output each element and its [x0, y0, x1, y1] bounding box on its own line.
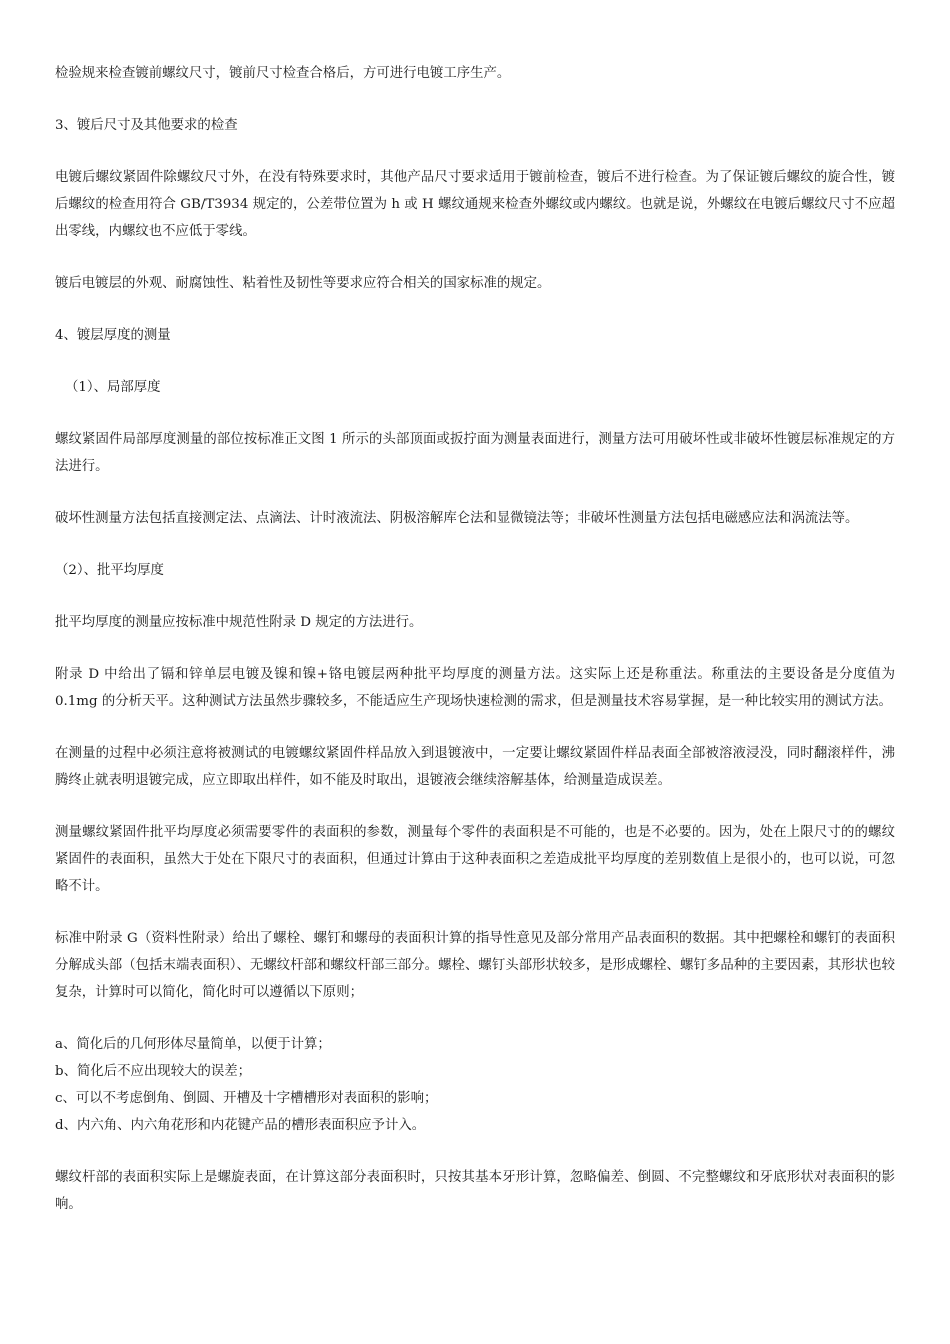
- paragraph-appendix-d-reference: 批平均厚度的测量应按标准中规范性附录 D 规定的方法进行。: [55, 615, 423, 630]
- paragraph-destructive-methods: 破坏性测量方法包括直接测定法、点滴法、计时液流法、阴极溶解库仑法和显微镜法等；非破坏性测量方法包括电磁感应法和涡流法等。: [55, 511, 859, 526]
- heading-post-plating-check: 3、镀后尺寸及其他要求的检查: [55, 118, 238, 133]
- list-item-b: b、简化后不应出现较大的误差；: [55, 1064, 252, 1079]
- paragraph-thread-surface-area: 螺纹杆部的表面积实际上是螺旋表面，在计算这部分表面积时，只按其基本牙形计算，忽略偏差、倒圆、不完整螺纹和牙底形状对表面积的影响。: [55, 1170, 895, 1212]
- paragraph-surface-area-parameter: 测量螺纹紧固件批平均厚度必须需要零件的表面积的参数，测量每个零件的表面积是不可能的，也是不必要的。因为，处在上限尺寸的的螺纹紧固件的表面积，虽然大于处在下限尺寸的表面积，但通过计算由于这种表面积之差造成批平均厚度的差别数值上是很小的，也可以说，可忽略不计。: [55, 825, 895, 894]
- list-item-c: c、可以不考虑倒角、倒圆、开槽及十字槽槽形对表面积的影响；: [55, 1091, 438, 1106]
- list-item-d: d、内六角、内六角花形和内花键产品的槽形表面积应予计入。: [55, 1118, 426, 1133]
- paragraph-stripping-caution: 在测量的过程中必须注意将被测试的电镀螺纹紧固件样品放入到退镀液中，一定要让螺纹紧固件样品表面全部被溶液浸没，同时翻滚样件，沸腾终止就表明退镀完成，应立即取出样件，如不能及时取出，退镀液会继续溶解基体，给测量造成误差。: [55, 746, 895, 788]
- heading-coating-thickness: 4、镀层厚度的测量: [55, 328, 171, 343]
- paragraph-post-plating-dimensions: 电镀后螺纹紧固件除螺纹尺寸外，在没有特殊要求时，其他产品尺寸要求适用于镀前检查，镀后不进行检查。为了保证镀后螺纹的旋合性，镀后螺纹的检查用符合 GB/T3934 规定的，公差带位置为 h 或 H 螺纹通规来检查外螺纹或内螺纹。也就是说，外螺纹在电镀后螺纹尺寸不应超出零线，内螺纹也不应低于零线。: [55, 170, 895, 239]
- paragraph-appendix-g: 标准中附录 G（资料性附录）给出了螺栓、螺钉和螺母的表面积计算的指导性意见及部分常用产品表面积的数据。其中把螺栓和螺钉的表面积分解成头部（包括末端表面积）、无螺纹杆部和螺纹杆部三部分。螺栓、螺钉头部形状较多，是形成螺栓、螺钉多品种的主要因素，其形状也较复杂，计算时可以简化，简化时可以遵循以下原则；: [55, 931, 895, 1000]
- paragraph-plating-check-intro: 检验规来检查镀前螺纹尺寸，镀前尺寸检查合格后，方可进行电镀工序生产。: [55, 66, 511, 81]
- paragraph-weighing-method: 附录 D 中给出了镉和锌单层电镀及镍和镍+铬电镀层两种批平均厚度的测量方法。这实际上还是称重法。称重法的主要设备是分度值为 0.1mg 的分析天平。这种测试方法虽然步骤较多，不能适应生产现场快速检测的需求，但是测量技术容易掌握，是一种比较实用的测试方法。: [55, 667, 895, 709]
- paragraph-local-thickness-method: 螺纹紧固件局部厚度测量的部位按标准正文图 1 所示的头部顶面或扳拧面为测量表面进行，测量方法可用破坏性或非破坏性镀层标准规定的方法进行。: [55, 432, 895, 474]
- subheading-local-thickness: （1）、局部厚度: [65, 380, 161, 395]
- document-page: [55, 60, 895, 1243]
- paragraph-coating-requirements: 镀后电镀层的外观、耐腐蚀性、粘着性及韧性等要求应符合相关的国家标准的规定。: [55, 276, 551, 291]
- list-item-a: a、简化后的几何形体尽量简单，以便于计算；: [55, 1037, 331, 1052]
- subheading-batch-average-thickness: （2）、批平均厚度: [55, 563, 164, 578]
